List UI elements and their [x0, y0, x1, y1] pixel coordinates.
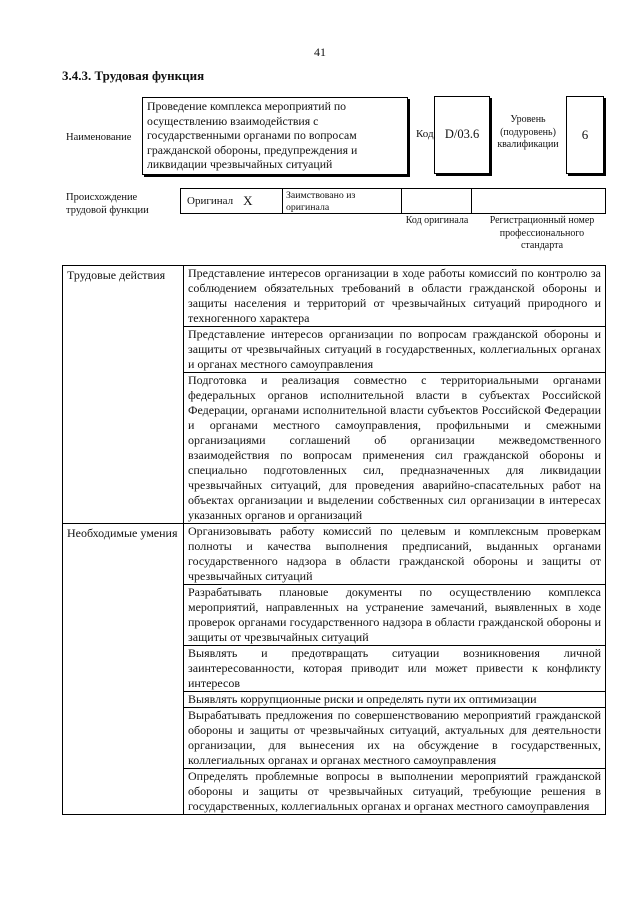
section-title: 3.4.3. Трудовая функция: [62, 68, 205, 83]
table-cell: Разрабатывать плановые документы по осуществлению комплекса мероприятий, направленных на устранение замечаний, выявленных в ходе проверок органами государственного надзора в области гражданской обороны и защиты от чрезвычайных ситуаций: [184, 585, 606, 646]
original-cell: [181, 189, 283, 213]
table-cell: Определять проблемные вопросы в выполнении мероприятий гражданской обороны и защиты от чрезвычайных ситуаций, требующие решения в государственных, коллегиальных органах и органах местного самоуправления: [184, 769, 606, 815]
name-label: Наименование: [66, 132, 132, 143]
table-cell: Вырабатывать предложения по совершенствованию мероприятий гражданской обороны и защиты от чрезвычайных ситуаций, актуальных для деятельности организации, для вынесения их на обсуждение в государственных, коллегиальных органах и органах местного самоуправления: [184, 708, 606, 769]
origin-row: [180, 188, 606, 214]
original-code-caption: Код оригинала: [405, 215, 469, 226]
table-cell: Выявлять коррупционные риски и определять пути их оптимизации: [184, 692, 606, 708]
origin-label-text: Происхождение трудовой функции: [66, 192, 149, 216]
table-cell: Подготовка и реализация совместно с территориальными органами федеральных органов исполнительной власти в субъектах Российской Федерации, органами исполнительной власти субъектов Российской Федерации и органами местного самоуправления, профильными и смежными организациями соглашений об организации межведомственного взаимодействия по вопросам применения сил гражданской обороны и специально подготовленных сил, предназначенных для ликвидации чрезвычайных ситуаций, для проведения аварийно-спасательных работ на объектах организации и выделении собственных сил организации в интересах указанных органов и организаций: [184, 373, 606, 524]
qualification-level-label: Уровень (подуровень) квалификации: [497, 114, 559, 150]
section-label-skills: Необходимые умения: [63, 524, 184, 815]
section-label-actions: Трудовые действия: [63, 266, 184, 524]
table-cell: Представление интересов организации по вопросам гражданской обороны и защиты от чрезвычайных ситуаций в государственных, коллегиальных органах и органах местного самоуправления: [184, 327, 606, 373]
table-cell: Представление интересов организации в ходе работы комиссий по контролю за соблюдением обязательных требований в области гражданской обороны и защиты населения и территорий от чрезвычайных ситуаций природного и техногенного характера: [184, 266, 606, 327]
borrowed-cell: Заимствовано из оригинала: [283, 189, 402, 213]
table-row: [63, 524, 606, 585]
qualification-level-box: 6: [566, 96, 604, 174]
table-cell: Выявлять и предотвращать ситуации возникновения личной заинтересованности, которая приводит или может привести к конфликту интересов: [184, 646, 606, 692]
function-details-table: [62, 265, 606, 815]
table-cell: Организовывать работу комиссий по целевым и комплексным проверкам полноты и качества выполнения предписаний, выданных органами государственного надзора в области гражданской обороны и защиты от чрезвычайных ситуаций: [184, 524, 606, 585]
original-code-cell: [402, 189, 472, 213]
registration-number-caption: Регистрационный номер профессионального стандарта: [489, 215, 595, 251]
origin-label: [66, 191, 166, 217]
function-name-box: Проведение комплекса мероприятий по осуществлению взаимодействия с государственными органами по вопросам гражданской обороны, предупреждения и ликвидации чрезвычайных ситуаций: [142, 97, 408, 175]
table-row: [63, 266, 606, 327]
page-number: 41: [314, 45, 326, 59]
original-label: Оригинал: [187, 195, 234, 207]
original-mark: X: [243, 193, 253, 208]
registration-number-cell: [472, 189, 605, 213]
code-label: Код: [416, 128, 434, 140]
code-value-box: D/03.6: [434, 96, 490, 174]
